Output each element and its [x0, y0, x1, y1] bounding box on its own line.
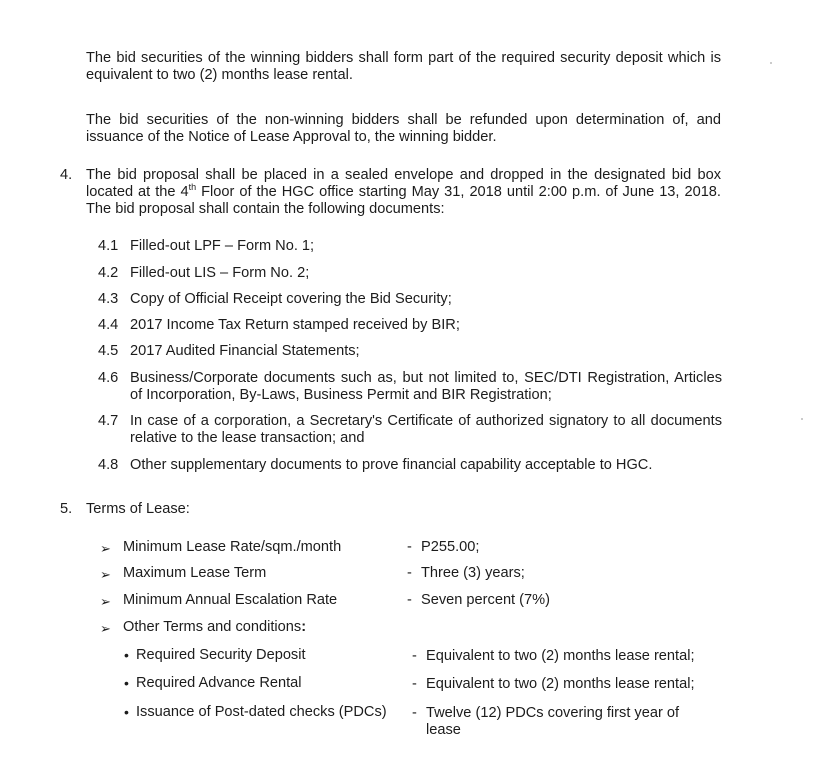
bullet-value-text: Twelve (12) PDCs covering first year of lease [426, 705, 680, 738]
item-4-superscript: th [188, 182, 197, 193]
subitem-number: 4.4 [98, 317, 119, 333]
arrow-bullet-icon: ➢ [100, 621, 111, 636]
bullet-icon: • [124, 704, 129, 720]
subitem-text: Other supplementary documents to prove financial capability acceptable to HGC. [130, 457, 653, 473]
subitem-text: Copy of Official Receipt covering the Bid Security; [130, 291, 452, 307]
term-dash: - [407, 539, 412, 555]
arrow-bullet-icon: ➢ [100, 567, 111, 582]
subitem-text: Filled-out LIS – Form No. 2; [130, 265, 310, 281]
subitem-number: 4.7 [98, 413, 119, 429]
subitem-number: 4.6 [98, 370, 119, 386]
subitem-text: 2017 Income Tax Return stamped received by BIR; [130, 317, 460, 333]
term-value: P255.00; [421, 539, 480, 555]
item-5-title: Terms of Lease: [86, 501, 190, 517]
other-terms-heading [123, 619, 306, 636]
term-dash: - [407, 565, 412, 581]
subitem-text: Filled-out LPF – Form No. 1; [130, 238, 315, 254]
bullet-icon: • [124, 647, 129, 663]
scan-speck [801, 418, 803, 420]
bullet-label: Issuance of Post-dated checks (PDCs) [136, 704, 387, 720]
subitem-number: 4.3 [98, 291, 119, 307]
bullet-dash: - [412, 705, 417, 721]
bullet-label: Required Advance Rental [136, 675, 302, 691]
bullet-value: Equivalent to two (2) months lease rental; [426, 648, 695, 664]
item-4-number: 4. [60, 167, 73, 183]
subitem-number: 4.2 [98, 265, 119, 281]
subitem-text: Business/Corporate documents such as, but not limited to, SEC/DTI Registration, Articles of Incorporation, By-Laws, Business Permit and BIR Registration; [130, 370, 722, 403]
subitem-number: 4.8 [98, 457, 119, 473]
term-label: Minimum Lease Rate/sqm./month [123, 539, 342, 555]
bullet-dash: - [412, 676, 417, 692]
term-label: Minimum Annual Escalation Rate [123, 592, 338, 608]
bullet-value [426, 705, 716, 739]
scan-speck [770, 62, 772, 64]
item-4-text-part-2: Floor of the HGC office starting May 31, 2018 until 2:00 p.m. of June 13, 2018. The bid proposal shall contain the following documents: [86, 184, 721, 217]
arrow-bullet-icon: ➢ [100, 541, 111, 556]
subitem-text: In case of a corporation, a Secretary's Certificate of authorized signatory to all documents relative to the lease transaction; and [130, 413, 722, 446]
other-terms-colon: : [301, 619, 307, 635]
item-4-paragraph [86, 167, 721, 218]
term-value: Seven percent (7%) [421, 592, 550, 608]
other-terms-label: Other Terms and conditions [123, 619, 302, 635]
bid-security-nonwinning-paragraph: The bid securities of the non-winning bidders shall be refunded upon determination of, and issuance of the Notice of Lease Approval to, the winning bidder. [86, 112, 721, 145]
bullet-label: Required Security Deposit [136, 647, 306, 663]
bullet-value: Equivalent to two (2) months lease rental; [426, 676, 695, 692]
bid-security-winning-paragraph: The bid securities of the winning bidders shall form part of the required security deposit which is equivalent to two (2) months lease rental. [86, 50, 721, 83]
item-4-text-part-1: The bid proposal shall be placed in a sealed envelope and dropped in the designated bid box located at the 4 [86, 167, 721, 200]
arrow-bullet-icon: ➢ [100, 594, 111, 609]
term-label: Maximum Lease Term [123, 565, 267, 581]
subitem-number: 4.1 [98, 238, 119, 254]
term-value: Three (3) years; [421, 565, 525, 581]
term-dash: - [407, 592, 412, 608]
bullet-icon: • [124, 675, 129, 691]
bullet-dash: - [412, 648, 417, 664]
item-5-number: 5. [60, 501, 73, 517]
subitem-text: 2017 Audited Financial Statements; [130, 343, 360, 359]
subitem-number: 4.5 [98, 343, 119, 359]
